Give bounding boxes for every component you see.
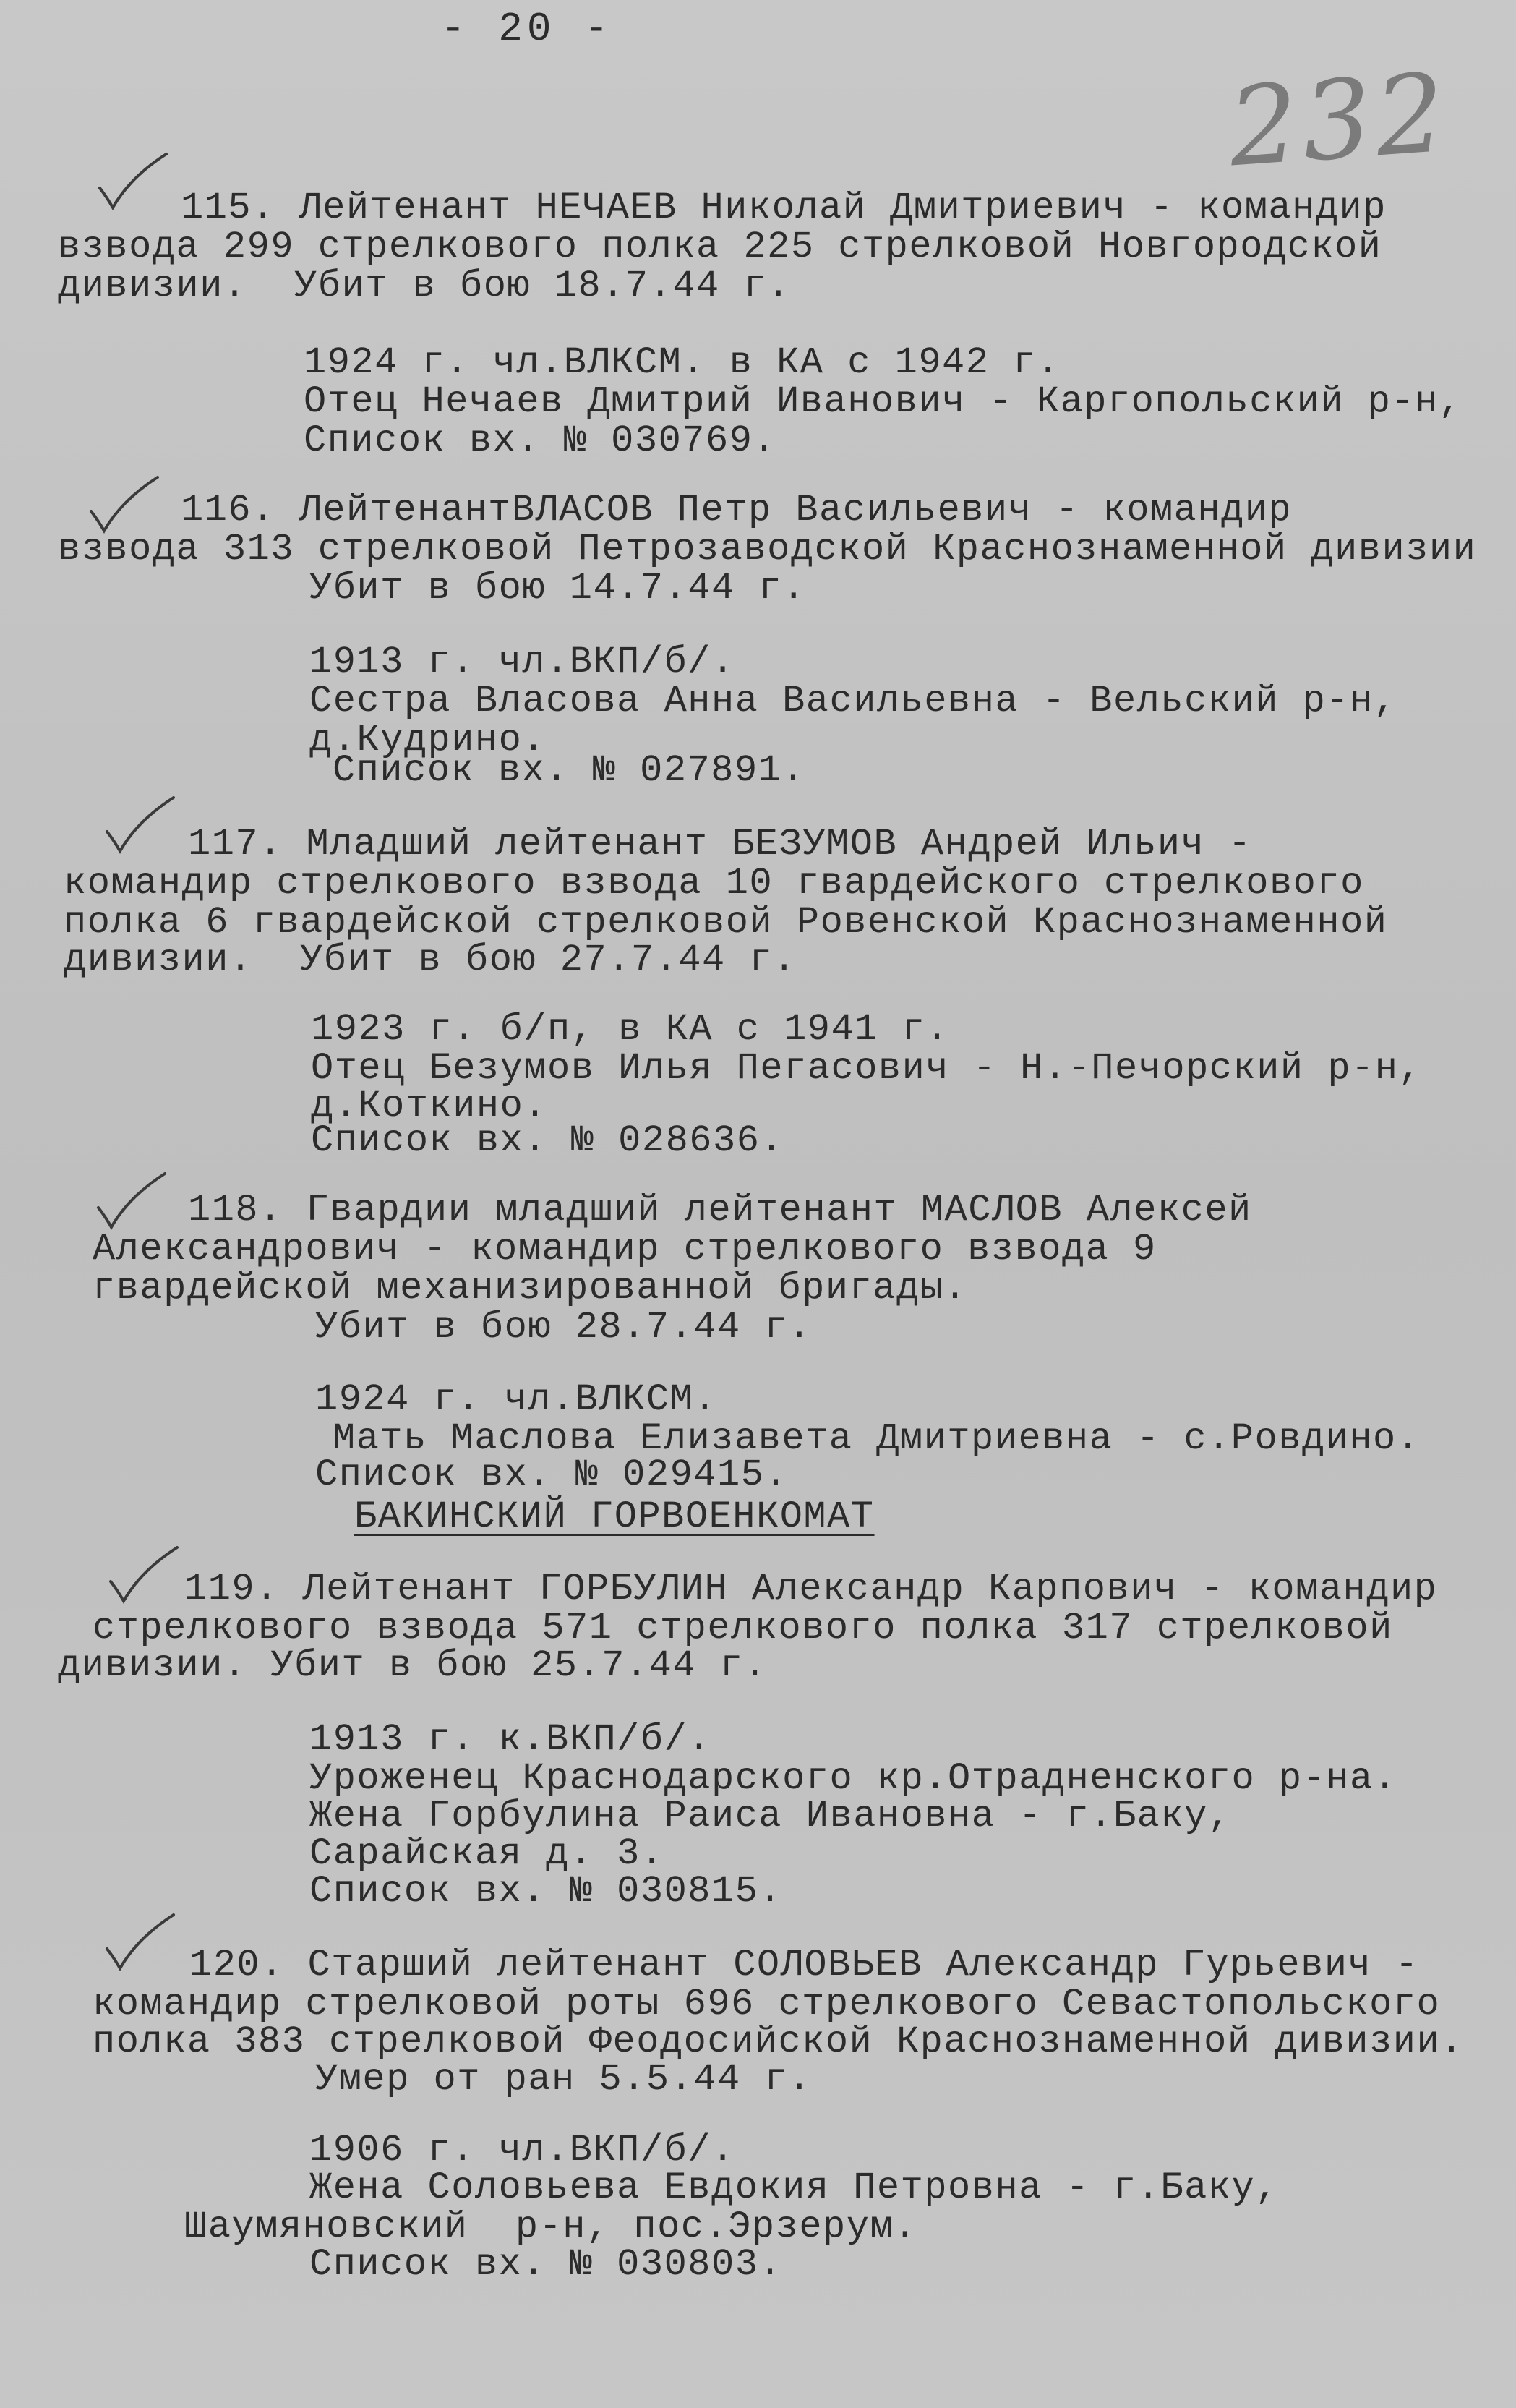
entry-line: 1924 г. чл.ВЛКСМ. (315, 1378, 717, 1421)
entry-line: Список вх. № 027891. (333, 749, 806, 792)
entry-line: 118. Гвардии младший лейтенант МАСЛОВ Алексей (188, 1189, 1252, 1231)
entry-line: Убит в бою 28.7.44 г. (315, 1306, 812, 1349)
entry-line: 117. Младший лейтенант БЕЗУМОВ Андрей Ильич - (188, 823, 1252, 866)
entry-line: 1913 г. к.ВКП/б/. (309, 1718, 711, 1761)
entry-line: стрелкового взвода 571 стрелкового полка 317 стрелковой (93, 1607, 1393, 1649)
entry-line: Убит в бою 14.7.44 г. (309, 567, 806, 610)
entry-line: Шаумяновский р-н, пос.Эрзерум. (184, 2206, 917, 2248)
entry-line: взвода 299 стрелкового полка 225 стрелковой Новгородской (58, 226, 1382, 268)
entry-line: полка 6 гвардейской стрелковой Ровенской Краснознаменной (64, 901, 1388, 944)
entry-line: Жена Соловьева Евдокия Петровна - г.Баку, (309, 2166, 1279, 2209)
entry-line: Отец Безумов Илья Пегасович - Н.-Печорский р-н, (311, 1047, 1423, 1090)
entry-line: дивизии. Убит в бою 25.7.44 г. (58, 1644, 768, 1687)
entry-line: командир стрелкового взвода 10 гвардейского стрелкового (64, 862, 1364, 905)
entry-line: Список вх. № 028636. (311, 1119, 784, 1162)
entry-line: гвардейской механизированной бригады. (93, 1267, 968, 1310)
entry-line: Александрович - командир стрелкового взвода 9 (93, 1228, 1157, 1271)
entry-line: командир стрелковой роты 696 стрелкового Севастопольского (93, 1983, 1441, 2025)
checkmark-icon (101, 792, 181, 857)
entry-line: Жена Горбулина Раиса Ивановна - г.Баку, (309, 1795, 1232, 1837)
entry-line: Список вх. № 030769. (304, 419, 777, 462)
entry-line: Умер от ран 5.5.44 г. (315, 2058, 812, 2101)
checkmark-icon (101, 1909, 181, 1974)
entry-line: 1923 г. б/п, в КА с 1941 г. (311, 1008, 950, 1051)
handwritten-archive-number: 232 (1225, 50, 1454, 192)
entry-line: Список вх. № 030803. (309, 2243, 783, 2286)
entry-line: Уроженец Краснодарского кр.Отрадненского р-на. (309, 1757, 1397, 1800)
entry-line: Отец Нечаев Дмитрий Иванович - Каргопольский р-н, (304, 380, 1463, 423)
entry-line: полка 383 стрелковой Феодосийской Краснознаменной дивизии. (93, 2020, 1464, 2063)
entry-line: 119. Лейтенант ГОРБУЛИН Александр Карпович - командир (184, 1568, 1438, 1610)
entry-line: 116. ЛейтенантВЛАСОВ Петр Васильевич - командир (181, 489, 1293, 531)
entry-line: 115. Лейтенант НЕЧАЕВ Николай Дмитриевич - командир (181, 187, 1387, 229)
entry-line: Сестра Власова Анна Васильевна - Вельский р-н, (309, 680, 1397, 722)
entry-line: 1906 г. чл.ВКП/б/. (309, 2129, 735, 2172)
entry-line: д.Коткино. (311, 1085, 548, 1127)
entry-line: 120. Старший лейтенант СОЛОВЬЕВ Александр Гурьевич - (189, 1944, 1419, 1986)
entry-line: дивизии. Убит в бою 27.7.44 г. (64, 939, 797, 981)
page-number: - 20 - (441, 6, 613, 52)
entry-line: 1913 г. чл.ВКП/б/. (309, 641, 735, 683)
entry-line: Мать Маслова Елизавета Дмитриевна - с.Ровдино. (333, 1417, 1421, 1460)
checkmark-icon (94, 148, 174, 213)
entry-line: дивизии. Убит в бою 18.7.44 г. (58, 265, 791, 307)
entry-line: Список вх. № 030815. (309, 1870, 783, 1913)
checkmark-icon (105, 1542, 184, 1607)
entry-line: д.Кудрино. (309, 719, 547, 761)
entry-line: Список вх. № 029415. (315, 1453, 789, 1496)
section-heading: БАКИНСКИЙ ГОРВОЕНКОМАТ (354, 1495, 875, 1538)
checkmark-icon (85, 471, 165, 537)
entry-line: 1924 г. чл.ВЛКСМ. в КА с 1942 г. (304, 341, 1061, 384)
entry-line: взвода 313 стрелковой Петрозаводской Краснознаменной дивизии (58, 528, 1477, 571)
entry-line: Сарайская д. 3. (309, 1832, 664, 1875)
checkmark-icon (93, 1168, 172, 1233)
